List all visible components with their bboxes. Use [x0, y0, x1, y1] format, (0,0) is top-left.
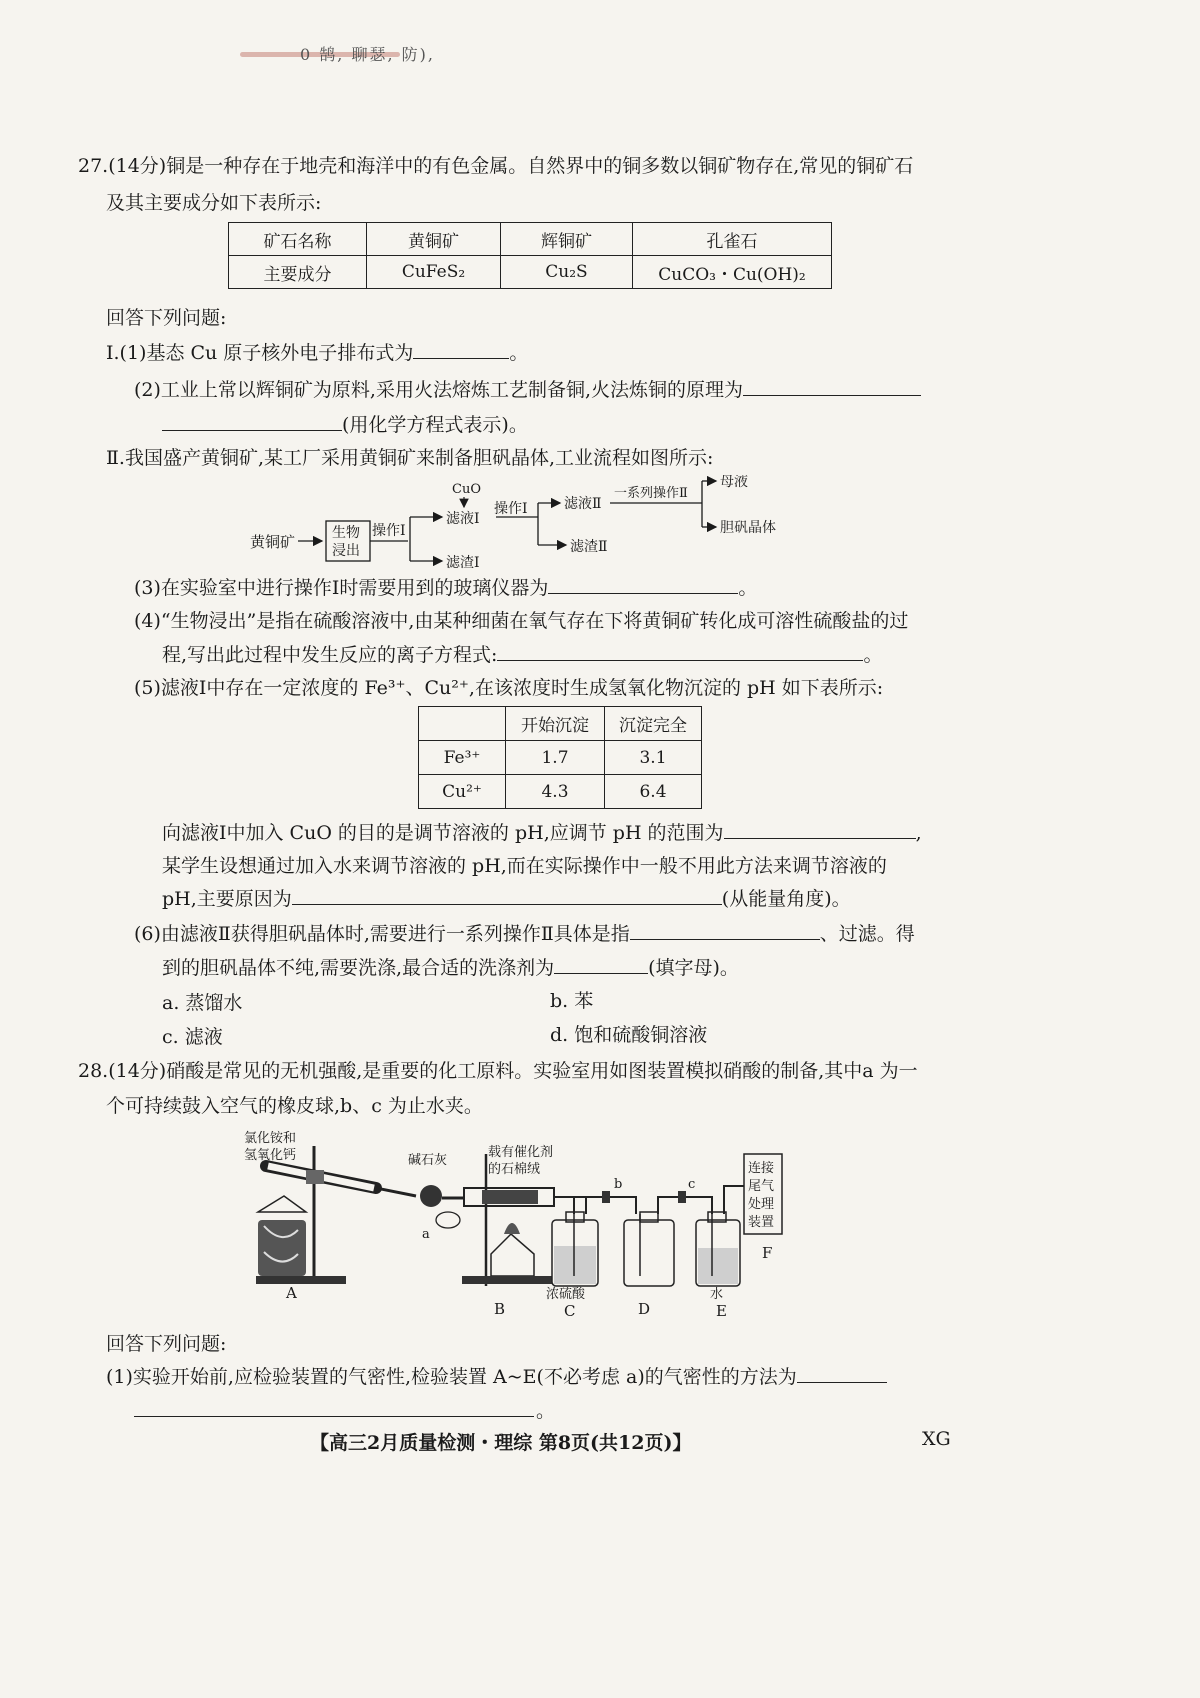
q28-intro-1: 28.(14分)硝酸是常见的无机强酸,是重要的化工原料。实验室用如图装置模拟硝酸的制备,其中a 为一	[78, 1060, 918, 1082]
label-e: E	[716, 1302, 727, 1320]
q27-q5-intro: (5)滤液Ⅰ中存在一定浓度的 Fe³⁺、Cu²⁺,在该浓度时生成氢氧化物沉淀的 pH 如下表所示:	[134, 677, 884, 699]
ore-cell-chalcopyrite: CuFeS₂	[367, 256, 501, 289]
q28-q1-end: 。	[536, 1400, 556, 1422]
label-a: A	[286, 1284, 297, 1302]
ph-cu-start: 4.3	[506, 775, 605, 809]
catalyst-label-1: 载有催化剂	[488, 1145, 554, 1160]
option-d: d. 饱和硫酸铜溶液	[550, 1024, 708, 1046]
process-flow-diagram	[240, 475, 800, 575]
ore-row-label: 主要成分	[229, 256, 367, 289]
ore-header-name: 矿石名称	[229, 223, 367, 256]
flow-filtrate1: 滤液Ⅰ	[446, 511, 480, 527]
q27-q4-text: 程,写出此过程中发生反应的离子方程式:	[162, 644, 498, 666]
flow-cuo: CuO	[452, 482, 481, 497]
water-label: 水	[710, 1287, 724, 1302]
alcohol-lamp-b	[491, 1234, 534, 1276]
flow-op1b: 操作Ⅰ	[494, 501, 528, 517]
flow-start: 黄铜矿	[250, 533, 296, 551]
option-a: a. 蒸馏水	[162, 992, 243, 1014]
q27-q4-line1: (4)“生物浸出”是指在硫酸溶液中,由某种细菌在氧气存在下将黄铜矿转化成可溶性硫酸盐的过	[134, 610, 909, 632]
answer-blank-4[interactable]	[497, 642, 863, 661]
q27-q5-line-c	[162, 886, 851, 912]
q27-q5a-end: ,	[915, 822, 922, 844]
flow-filtrate2: 滤液Ⅱ	[564, 496, 602, 512]
answer-blank-5a[interactable]	[724, 820, 916, 839]
flow-residue2: 滤渣Ⅱ	[570, 539, 608, 555]
stand-a-base	[256, 1276, 346, 1284]
q27-q5c-end: (从能量角度)。	[721, 888, 851, 910]
q27-q6-end: 、过滤。得	[819, 923, 915, 945]
ore-header-malachite: 孔雀石	[633, 223, 832, 256]
clamp-a	[306, 1170, 324, 1184]
answer-blank-5c[interactable]	[292, 886, 722, 905]
answer-blank-28-1b[interactable]	[134, 1416, 534, 1417]
flow-box-line1: 生物	[332, 525, 360, 541]
q27-part1-q2a	[134, 377, 921, 403]
q28-q1-text: (1)实验开始前,应检验装置的气密性,检验装置 A~E(不必考虑 a)的气密性的方法为	[106, 1366, 797, 1388]
flow-crystal: 胆矾晶体	[720, 520, 776, 536]
q27-q3-text: (3)在实验室中进行操作Ⅰ时需要用到的玻璃仪器为	[134, 577, 549, 599]
q27-q6b-end: (填字母)。	[648, 957, 739, 979]
clamp-b-label: b	[614, 1177, 623, 1192]
answer-blank-2b[interactable]	[162, 412, 342, 431]
label-d: D	[638, 1300, 651, 1318]
q27-q5a-text: 向滤液Ⅰ中加入 CuO 的目的是调节溶液的 pH,应调节 pH 的范围为	[162, 822, 724, 844]
ore-header-chalcocite: 辉铜矿	[501, 223, 633, 256]
q28-q1-line	[106, 1364, 887, 1390]
conc-acid-label: 浓硫酸	[546, 1287, 586, 1302]
q27-q4-end: 。	[863, 644, 883, 666]
nitric-acid-apparatus	[236, 1126, 796, 1326]
q28-answer-prompt: 回答下列问题:	[106, 1333, 227, 1355]
ore-cell-malachite: CuCO₃・Cu(OH)₂	[633, 256, 832, 289]
q27-part1-q2b	[162, 412, 528, 438]
q27-part1-q1-text: Ⅰ.(1)基态 Cu 原子核外电子排布式为	[106, 342, 414, 364]
ore-table	[228, 222, 832, 289]
q27-answer-prompt: 回答下列问题:	[106, 307, 227, 329]
q27-q6-line1	[134, 921, 915, 947]
reagent-label-1: 氯化铵和	[244, 1131, 297, 1146]
bottle-d	[624, 1220, 674, 1286]
label-b: B	[494, 1300, 506, 1318]
label-c: C	[564, 1302, 576, 1320]
footer-code: XG	[922, 1428, 951, 1450]
ph-cu-complete: 6.4	[605, 775, 702, 809]
ph-fe-complete: 3.1	[605, 741, 702, 775]
q27-part1-q2a-text: (2)工业上常以辉铜矿为原料,采用火法熔炼工艺制备铜,火法炼铜的原理为	[134, 379, 743, 401]
q27-q4-line2	[162, 642, 882, 668]
q27-part1-q1	[106, 340, 528, 366]
rubber-bulb-a	[436, 1212, 460, 1228]
answer-blank-3[interactable]	[548, 575, 738, 594]
burner-a	[258, 1196, 306, 1212]
drying-tube	[420, 1185, 442, 1207]
q27-part1-q1-end: 。	[509, 342, 529, 364]
flow-mother-liquor: 母液	[720, 475, 748, 490]
q27-intro-1: 27.(14分)铜是一种存在于地壳和海洋中的有色金属。自然界中的铜多数以铜矿物存在,常见的铜矿石	[78, 155, 914, 177]
ph-header-blank	[419, 707, 506, 741]
ph-row-fe: Fe³⁺	[419, 741, 506, 775]
stand-b-base	[462, 1276, 552, 1284]
answer-blank-28-1a[interactable]	[797, 1364, 887, 1383]
q27-q5-line-b: 某学生设想通过加入水来调节溶液的 pH,而在实际操作中一般不用此方法来调节溶液的	[162, 855, 887, 877]
clamp-b	[602, 1191, 610, 1203]
answer-blank-6a[interactable]	[630, 921, 820, 940]
flow-op1: 操作Ⅰ	[372, 523, 406, 539]
clamp-c	[678, 1191, 686, 1203]
f-label-4: 装置	[748, 1215, 775, 1230]
q27-intro-2: 及其主要成分如下表所示:	[106, 192, 322, 214]
ph-header-start: 开始沉淀	[506, 707, 605, 741]
f-label-1: 连接	[748, 1161, 775, 1176]
page-footer: 【高三2月质量检测・理综 第8页(共12页)】	[310, 1432, 692, 1454]
q28-intro-2: 个可持续鼓入空气的橡皮球,b、c 为止水夹。	[106, 1095, 483, 1117]
q27-q6-line2	[162, 955, 739, 981]
flow-box-line2: 浸出	[332, 543, 360, 559]
catalyst-label-2: 的石棉绒	[488, 1162, 541, 1177]
ph-row-cu: Cu²⁺	[419, 775, 506, 809]
ph-fe-start: 1.7	[506, 741, 605, 775]
ore-cell-chalcocite: Cu₂S	[501, 256, 633, 289]
label-f: F	[762, 1244, 773, 1262]
clamp-c-label: c	[688, 1177, 696, 1192]
answer-blank-6b[interactable]	[554, 955, 648, 974]
ph-header-complete: 沉淀完全	[605, 707, 702, 741]
ore-header-chalcopyrite: 黄铜矿	[367, 223, 501, 256]
f-label-3: 处理	[748, 1197, 775, 1212]
q27-part2-intro: Ⅱ.我国盛产黄铜矿,某工厂采用黄铜矿来制备胆矾晶体,工业流程如图所示:	[106, 447, 714, 469]
soda-lime-label: 碱石灰	[408, 1153, 448, 1168]
q27-q6-text: (6)由滤液Ⅱ获得胆矾晶体时,需要进行一系列操作Ⅱ具体是指	[134, 923, 630, 945]
option-c: c. 滤液	[162, 1026, 223, 1048]
q27-q3-end: 。	[738, 577, 758, 599]
flow-op2: 一系列操作Ⅱ	[614, 486, 688, 501]
q27-part2-q3	[134, 575, 757, 601]
q27-q6b-text: 到的胆矾晶体不纯,需要洗涤,最合适的洗涤剂为	[162, 957, 555, 979]
reagent-label-2: 氢氧化钙	[244, 1148, 297, 1163]
q27-q5-line-a	[162, 820, 922, 846]
flow-residue1: 滤渣Ⅰ	[446, 555, 480, 571]
f-label-2: 尾气	[748, 1179, 775, 1194]
bulb-label: a	[422, 1227, 430, 1242]
answer-blank-1[interactable]	[413, 340, 509, 359]
answer-blank-2a[interactable]	[743, 377, 921, 396]
ph-table	[418, 706, 702, 809]
option-b: b. 苯	[550, 990, 594, 1012]
q27-part1-q2b-text: (用化学方程式表示)。	[342, 414, 528, 436]
q27-q5c-text: pH,主要原因为	[162, 888, 292, 910]
